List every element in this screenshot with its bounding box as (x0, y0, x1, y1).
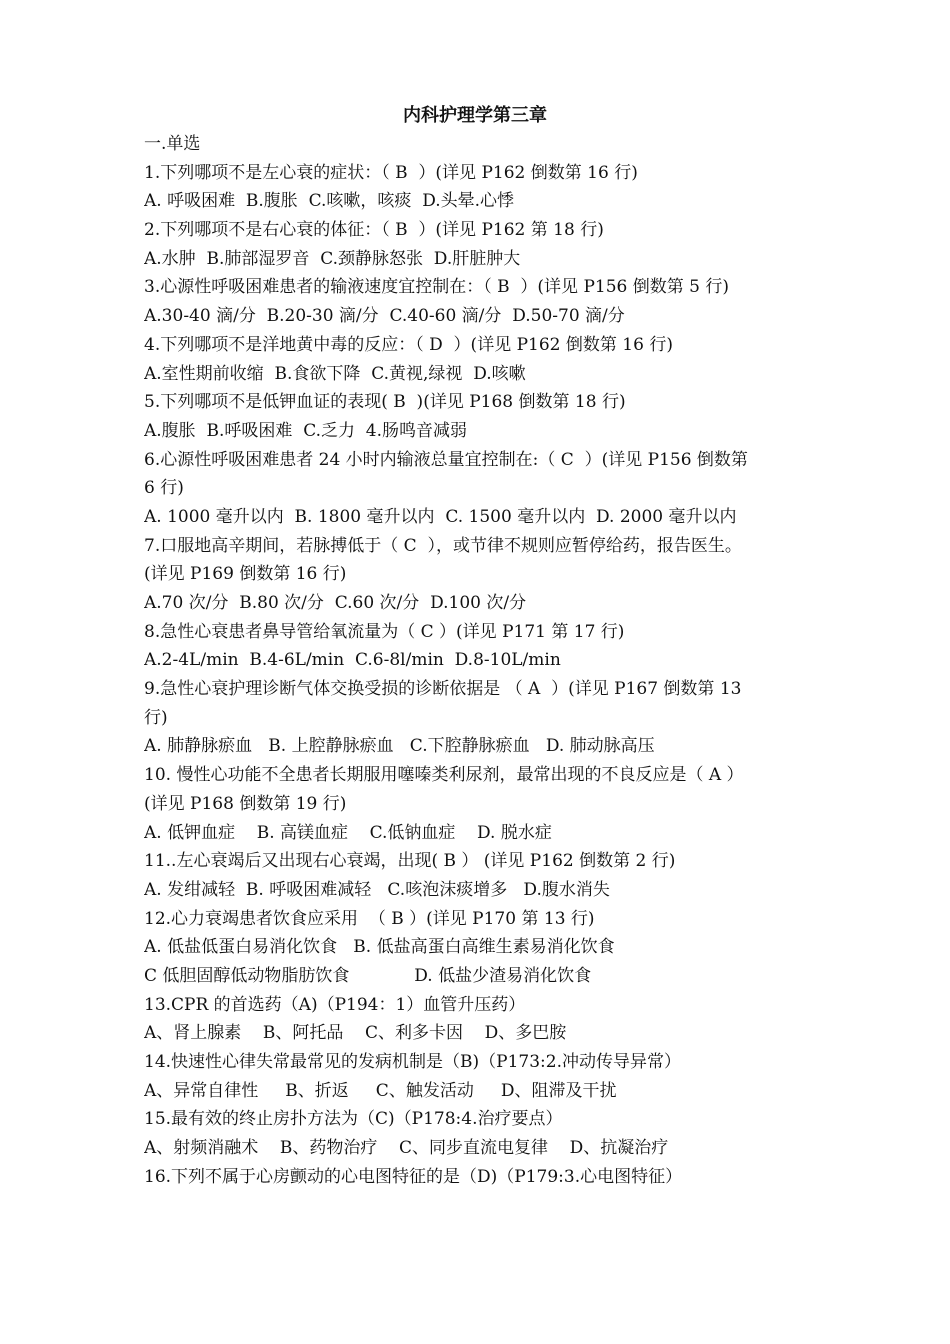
text-line: (详见 P169 倒数第 16 行) (144, 564, 347, 585)
text-line: A. 1000 毫升以内 B. 1800 毫升以内 C. 1500 毫升以内 D. 2000 毫升以内 (144, 506, 737, 527)
text-line: A.水肿 B.肺部湿罗音 C.颈静脉怒张 D.肝脏肿大 (144, 248, 521, 269)
text-line: 6 行) (144, 478, 184, 499)
text-line: 13.CPR 的首选药（A)（P194：1）血管升压药） (144, 994, 526, 1015)
text-line: 3.心源性呼吸困难患者的输液速度宜控制在：（ B ）(详见 P156 倒数第 5 行) (144, 277, 730, 298)
text-line: 6.心源性呼吸困难患者 24 小时内输液总量宜控制在:（ C ）(详见 P156 倒数第 (144, 449, 748, 470)
text-line: A、射频消融术 B、药物治疗 C、同步直流电复律 D、抗凝治疗 (144, 1138, 669, 1159)
text-line: C 低胆固醇低动物脂肪饮食 D. 低盐少渣易消化饮食 (144, 965, 592, 986)
text-line: 12.心力衰竭患者饮食应采用 （ B ）(详见 P170 第 13 行) (144, 908, 595, 929)
text-line: A. 发绀减轻 B. 呼吸困难减轻 C.咳泡沫痰增多 D.腹水消失 (144, 879, 610, 900)
text-line: A. 呼吸困难 B.腹胀 C.咳嗽，咳痰 D.头晕.心悸 (144, 191, 515, 212)
text-line: A. 低钾血症 B. 高镁血症 C.低钠血症 D. 脱水症 (144, 822, 552, 843)
text-line: 11..左心衰竭后又出现右心衰竭，出现( B ） (详见 P162 倒数第 2 行) (144, 851, 676, 872)
text-line: A.70 次/分 B.80 次/分 C.60 次/分 D.100 次/分 (144, 593, 527, 613)
text-line: 行) (144, 707, 168, 728)
text-line: 一.单选 (144, 134, 201, 154)
text-line: A.2-4L/min B.4-6L/min C.6-8l/min D.8-10L/min (144, 650, 561, 671)
text-line: 5.下列哪项不是低钾血证的表现( B )(详见 P168 倒数第 18 行) (144, 392, 626, 413)
document-title: 内科护理学第三章 (403, 105, 547, 126)
text-line: 1.下列哪项不是左心衰的症状：（ B ）(详见 P162 倒数第 16 行) (144, 162, 638, 183)
text-line: A. 肺静脉瘀血 B. 上腔静脉瘀血 C.下腔静脉瘀血 D. 肺动脉高压 (144, 736, 655, 757)
text-line: A、肾上腺素 B、阿托品 C、利多卡因 D、多巴胺 (144, 1023, 567, 1044)
text-line: 15.最有效的终止房扑方法为（C)（P178:4.治疗要点） (144, 1109, 563, 1130)
text-line: A.室性期前收缩 B.食欲下降 C.黄视,绿视 D.咳嗽 (144, 363, 526, 384)
text-line: A、异常自律性 B、折返 C、触发活动 D、阻滞及干扰 (144, 1080, 617, 1101)
text-line: 7.口服地高辛期间，若脉搏低于（ C ），或节律不规则应暂停给药，报告医生。 (144, 535, 742, 556)
text-line: 8.急性心衰患者鼻导管给氧流量为（ C ）(详见 P171 第 17 行) (144, 621, 625, 642)
text-line: (详见 P168 倒数第 19 行) (144, 793, 347, 814)
text-line: 4.下列哪项不是洋地黄中毒的反应：（ D ）(详见 P162 倒数第 16 行) (144, 334, 673, 355)
text-line: A.腹胀 B.呼吸困难 C.乏力 4.肠鸣音减弱 (144, 420, 468, 441)
text-line: 14.快速性心律失常最常见的发病机制是（B)（P173:2.冲动传导异常） (144, 1052, 681, 1072)
document-body (144, 130, 814, 1191)
text-line: 16.下列不属于心房颤动的心电图特征的是（D)（P179:3.心电图特征） (144, 1166, 683, 1187)
text-line: 10. 慢性心功能不全患者长期服用噻嗪类利尿剂，最常出现的不良反应是（ A ） (144, 765, 744, 786)
text-line: A.30-40 滴/分 B.20-30 滴/分 C.40-60 滴/分 D.50-70 滴/分 (144, 306, 625, 327)
text-line: 9.急性心衰护理诊断气体交换受损的诊断依据是 （ A ）(详见 P167 倒数第 13 (144, 679, 742, 700)
text-line: 2.下列哪项不是右心衰的体征：（ B ）(详见 P162 第 18 行) (144, 220, 604, 241)
text-line: A. 低盐低蛋白易消化饮食 B. 低盐高蛋白高维生素易消化饮食 (144, 937, 615, 958)
